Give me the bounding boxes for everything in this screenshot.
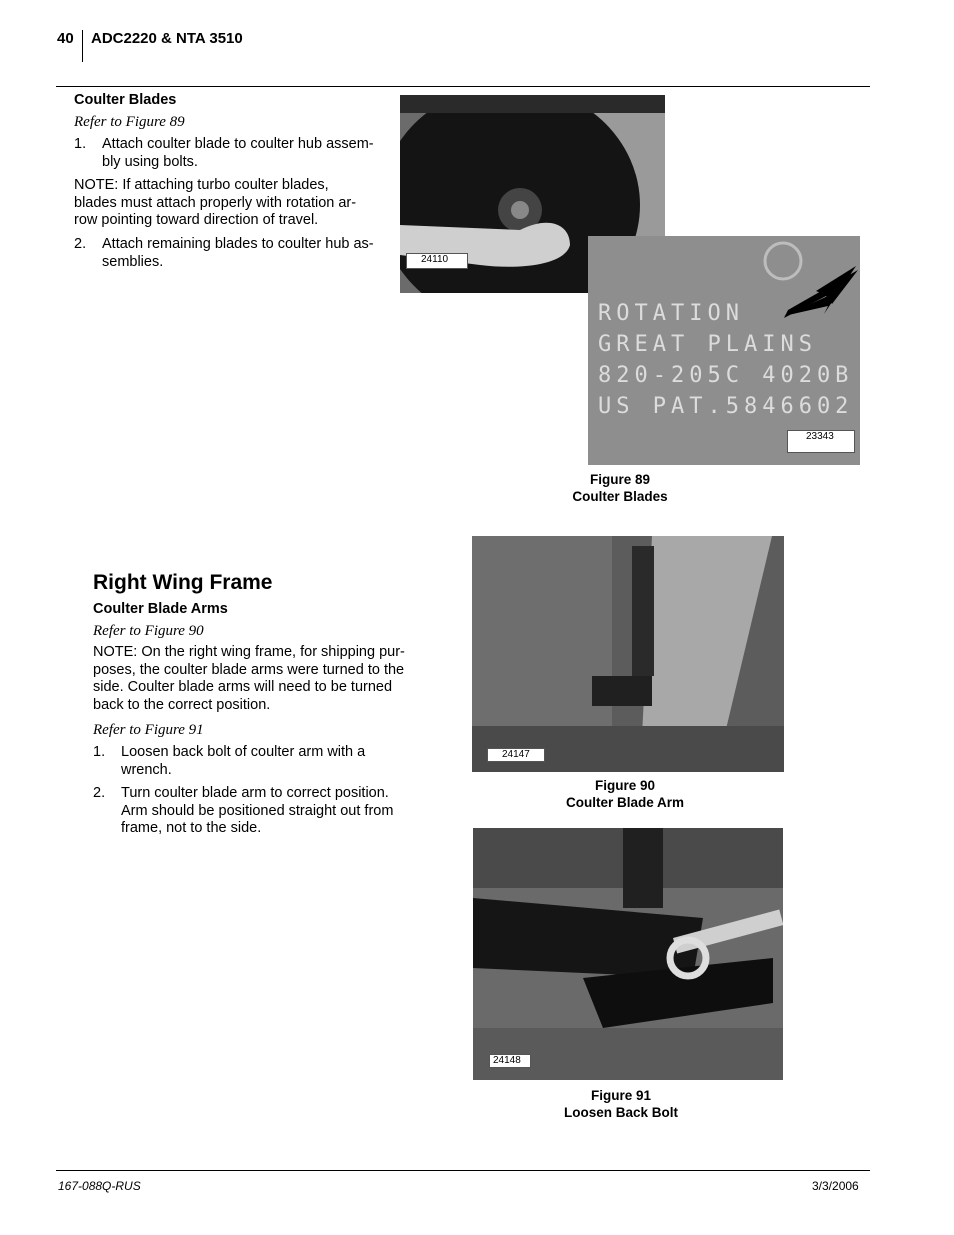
doc-title: ADC2220 & NTA 3510: [91, 30, 243, 47]
figure-reference: Refer to Figure 90: [93, 623, 204, 639]
photo-number-label: 24110: [406, 253, 468, 269]
note-line: row pointing toward direction of travel.: [74, 212, 319, 228]
photo-illustration: [472, 536, 784, 772]
stamp-line: GREAT PLAINS: [598, 332, 817, 357]
step-text-line: bly using bolts.: [102, 153, 198, 170]
photo-illustration: [473, 828, 783, 1080]
photo-number-label: 23343: [787, 430, 855, 453]
figure-reference: Refer to Figure 91: [93, 722, 204, 738]
step-text-line: semblies.: [102, 253, 164, 270]
step-text-line: Loosen back bolt of coulter arm with a: [121, 744, 366, 760]
footer-date: 3/3/2006: [812, 1179, 859, 1193]
caption-number: Figure 90: [594, 778, 656, 793]
note-turbo-blades: [74, 177, 394, 230]
header-divider: [82, 30, 83, 62]
header-rule: [56, 86, 870, 87]
step-1: [93, 744, 433, 779]
section-title-right-wing-frame: Right Wing Frame: [93, 571, 273, 594]
footer-doc-number: 167-088Q-RUS: [58, 1179, 141, 1193]
footer-rule: [56, 1170, 870, 1171]
page-number: 40: [57, 30, 74, 47]
step-2: [74, 236, 394, 271]
caption-title: Loosen Back Bolt: [563, 1105, 679, 1120]
note-line: NOTE: If attaching turbo coulter blades,: [74, 177, 329, 193]
step-number: 2.: [74, 236, 87, 252]
figure-reference: Refer to Figure 89: [74, 114, 185, 130]
section-heading-coulter-blades: Coulter Blades: [74, 92, 177, 108]
figure-89-caption: [540, 471, 700, 505]
stamp-text: [598, 298, 853, 422]
step-text-line: Attach coulter blade to coulter hub assem-: [102, 136, 374, 152]
caption-number: Figure 91: [590, 1088, 652, 1103]
step-text-line: Turn coulter blade arm to correct position.: [121, 785, 389, 801]
stamp-line: 820-205C 4020B: [598, 363, 854, 388]
caption-number: Figure 89: [589, 472, 651, 487]
figure-90-caption: [545, 777, 705, 811]
note-line: blades must attach properly with rotation ar-: [74, 194, 357, 211]
note-shipping: [93, 644, 433, 714]
note-line: side. Coulter blade arms will need to be turned: [93, 679, 393, 695]
note-line: back to the correct position.: [93, 696, 271, 713]
step-2: [93, 785, 433, 838]
stamp-line: ROTATION: [598, 301, 744, 326]
subheading-coulter-blade-arms: Coulter Blade Arms: [93, 601, 228, 617]
step-1: [74, 136, 394, 171]
note-line: NOTE: On the right wing frame, for shipping pur-: [93, 644, 405, 660]
note-line: poses, the coulter blade arms were turned to the: [93, 661, 405, 678]
step-text-line: Arm should be positioned straight out from: [121, 802, 394, 819]
stamp-line: US PAT.5846602: [598, 394, 854, 419]
step-number: 1.: [93, 744, 106, 760]
caption-title: Coulter Blade Arm: [565, 795, 685, 810]
photo-number-label: 24147: [487, 748, 545, 762]
photo-number-label: 24148: [489, 1054, 531, 1068]
step-number: 2.: [93, 785, 106, 801]
caption-title: Coulter Blades: [572, 489, 668, 504]
step-text-line: wrench.: [121, 761, 172, 778]
figure-91-caption: [541, 1087, 701, 1121]
photo-loosen-back-bolt: [473, 828, 783, 1080]
step-text-line: frame, not to the side.: [121, 820, 262, 836]
photo-coulter-blade-arm: [472, 536, 784, 772]
step-number: 1.: [74, 136, 87, 152]
step-text-line: Attach remaining blades to coulter hub as-: [102, 236, 374, 252]
